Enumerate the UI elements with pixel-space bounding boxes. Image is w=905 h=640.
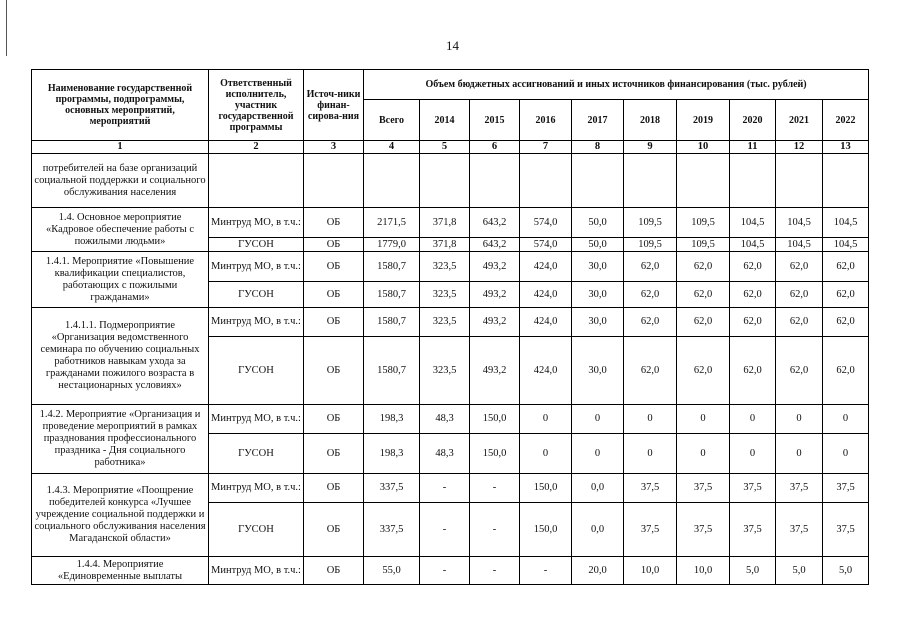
year-value-cell: 104,5 [730,208,776,238]
year-value-cell: - [420,557,470,585]
year-value-cell: 62,0 [624,337,677,405]
header-year: 2016 [520,100,572,141]
year-value-cell: 48,3 [420,405,470,434]
executor-cell: Минтруд МО, в т.ч.: [209,252,304,282]
year-value-cell: 30,0 [572,252,624,282]
year-value-cell: 62,0 [730,252,776,282]
year-value-cell: 30,0 [572,282,624,308]
year-value-cell: 37,5 [677,503,730,557]
year-value-cell: 62,0 [823,252,869,282]
column-index: 1 [32,141,209,154]
year-value-cell: 150,0 [520,503,572,557]
header-year: 2015 [470,100,520,141]
year-value-cell: 48,3 [420,434,470,474]
year-value-cell: 0 [520,434,572,474]
source-cell: ОБ [304,434,364,474]
column-index: 7 [520,141,572,154]
year-value-cell: 493,2 [470,308,520,337]
year-value-cell: 150,0 [470,434,520,474]
executor-cell: Минтруд МО, в т.ч.: [209,557,304,585]
year-value-cell: 37,5 [823,474,869,503]
year-value-cell: 62,0 [776,252,823,282]
total-value-cell: 1580,7 [364,337,420,405]
year-value-cell: 50,0 [572,238,624,252]
header-year: 2021 [776,100,823,141]
header-year: 2017 [572,100,624,141]
executor-cell: Минтруд МО, в т.ч.: [209,308,304,337]
year-value-cell: 104,5 [776,238,823,252]
year-value-cell: 0 [730,405,776,434]
table-cell [209,154,304,208]
year-value-cell: 0,0 [572,474,624,503]
year-value-cell: 5,0 [730,557,776,585]
year-value-cell: 37,5 [624,474,677,503]
table-row [32,405,869,434]
year-value-cell: 109,5 [677,208,730,238]
source-cell: ОБ [304,238,364,252]
year-value-cell: 371,8 [420,208,470,238]
year-value-cell: - [470,474,520,503]
total-value-cell: 1779,0 [364,238,420,252]
column-index: 3 [304,141,364,154]
year-value-cell: 0,0 [572,503,624,557]
year-value-cell: 323,5 [420,337,470,405]
year-value-cell: 62,0 [624,308,677,337]
year-value-cell: 37,5 [776,503,823,557]
year-value-cell: 0 [624,434,677,474]
year-value-cell: 109,5 [624,208,677,238]
budget-table [31,69,869,585]
table-cell [624,154,677,208]
total-value-cell: 337,5 [364,503,420,557]
column-index: 13 [823,141,869,154]
total-value-cell: 337,5 [364,474,420,503]
program-name-cell: 1.4.4. Мероприятие «Единовременные выплаты [32,557,209,585]
year-value-cell: 0 [520,405,572,434]
year-value-cell: 104,5 [730,238,776,252]
source-cell: ОБ [304,337,364,405]
executor-cell: ГУСОН [209,337,304,405]
header-name: Наименование государственной программы, подпрограммы, основных мероприятий, мероприятий [32,70,209,141]
year-value-cell: 0 [677,434,730,474]
year-value-cell: 62,0 [823,282,869,308]
year-value-cell: 0 [823,405,869,434]
column-index: 9 [624,141,677,154]
program-name-cell: 1.4. Основное мероприятие «Кадровое обеспечение работы с пожилыми людьми» [32,208,209,252]
table-row [32,252,869,282]
year-value-cell: 643,2 [470,208,520,238]
table-cell [470,154,520,208]
year-value-cell: 493,2 [470,252,520,282]
year-value-cell: 323,5 [420,252,470,282]
year-value-cell: 424,0 [520,282,572,308]
source-cell: ОБ [304,308,364,337]
column-index: 11 [730,141,776,154]
year-value-cell: 574,0 [520,208,572,238]
year-value-cell: 109,5 [677,238,730,252]
table-cell [420,154,470,208]
year-value-cell: 643,2 [470,238,520,252]
year-value-cell: 62,0 [776,308,823,337]
year-value-cell: 37,5 [730,503,776,557]
source-cell: ОБ [304,282,364,308]
year-value-cell: 62,0 [730,308,776,337]
total-value-cell: 198,3 [364,405,420,434]
table-cell [730,154,776,208]
year-value-cell: 37,5 [730,474,776,503]
table-cell [364,154,420,208]
table-row [32,154,869,208]
total-value-cell: 1580,7 [364,308,420,337]
year-value-cell: 150,0 [520,474,572,503]
program-name-cell: 1.4.3. Мероприятие «Поощрение победителей конкурса «Лучшее учреждение социальной поддержки и социального обслуживания населения Магаданской области» [32,474,209,557]
year-value-cell: 0 [776,405,823,434]
year-value-cell: - [470,503,520,557]
executor-cell: ГУСОН [209,503,304,557]
source-cell: ОБ [304,474,364,503]
column-index: 5 [420,141,470,154]
program-name-cell: 1.4.1. Мероприятие «Повышение квалификации специалистов, работающих с пожилыми гражданами» [32,252,209,308]
table-row [32,308,869,337]
total-value-cell: 198,3 [364,434,420,474]
header-total: Всего [364,100,420,141]
header-year: 2018 [624,100,677,141]
year-value-cell: 37,5 [624,503,677,557]
header-volume: Объем бюджетных ассигнований и иных источников финансирования (тыс. рублей) [364,70,869,100]
total-value-cell: 1580,7 [364,252,420,282]
executor-cell: Минтруд МО, в т.ч.: [209,474,304,503]
year-value-cell: 37,5 [776,474,823,503]
year-value-cell: 20,0 [572,557,624,585]
column-index: 8 [572,141,624,154]
year-value-cell: 323,5 [420,308,470,337]
year-value-cell: 424,0 [520,252,572,282]
year-value-cell: - [420,503,470,557]
year-value-cell: 50,0 [572,208,624,238]
page-number: 14 [446,38,459,53]
column-index: 12 [776,141,823,154]
year-value-cell: 37,5 [677,474,730,503]
year-value-cell: - [420,474,470,503]
column-index: 4 [364,141,420,154]
source-cell: ОБ [304,208,364,238]
year-value-cell: 424,0 [520,337,572,405]
year-value-cell: 104,5 [823,208,869,238]
year-value-cell: 5,0 [776,557,823,585]
table-row [32,557,869,585]
total-value-cell: 2171,5 [364,208,420,238]
table-cell [304,154,364,208]
year-value-cell: 493,2 [470,337,520,405]
year-value-cell: 371,8 [420,238,470,252]
year-value-cell: 104,5 [823,238,869,252]
year-value-cell: 574,0 [520,238,572,252]
year-value-cell: 0 [823,434,869,474]
total-value-cell: 1580,7 [364,282,420,308]
header-year: 2020 [730,100,776,141]
table-cell [823,154,869,208]
source-cell: ОБ [304,405,364,434]
year-value-cell: 62,0 [776,337,823,405]
year-value-cell: 62,0 [823,337,869,405]
year-value-cell: 30,0 [572,308,624,337]
column-index-row [32,141,869,154]
year-value-cell: 37,5 [823,503,869,557]
year-value-cell: 62,0 [677,252,730,282]
table-cell [677,154,730,208]
executor-cell: ГУСОН [209,282,304,308]
year-value-cell: 493,2 [470,282,520,308]
year-value-cell: 104,5 [776,208,823,238]
year-value-cell: 323,5 [420,282,470,308]
executor-cell: ГУСОН [209,238,304,252]
year-value-cell: 62,0 [730,282,776,308]
executor-cell: Минтруд МО, в т.ч.: [209,208,304,238]
year-value-cell: 10,0 [677,557,730,585]
column-index: 10 [677,141,730,154]
year-value-cell: 0 [776,434,823,474]
year-value-cell: - [520,557,572,585]
year-value-cell: 0 [677,405,730,434]
year-value-cell: 62,0 [624,282,677,308]
year-value-cell: 62,0 [677,337,730,405]
year-value-cell: 62,0 [677,308,730,337]
header-year: 2022 [823,100,869,141]
table-row [32,474,869,503]
year-value-cell: 62,0 [823,308,869,337]
executor-cell: Минтруд МО, в т.ч.: [209,405,304,434]
total-value-cell: 55,0 [364,557,420,585]
year-value-cell: 0 [730,434,776,474]
header-year: 2019 [677,100,730,141]
year-value-cell: 150,0 [470,405,520,434]
year-value-cell: 62,0 [677,282,730,308]
header-row-1 [32,70,869,100]
source-cell: ОБ [304,503,364,557]
year-value-cell: 10,0 [624,557,677,585]
header-year: 2014 [420,100,470,141]
source-cell: ОБ [304,557,364,585]
year-value-cell: 424,0 [520,308,572,337]
year-value-cell: - [470,557,520,585]
header-source: Источ-ники финан-сирова-ния [304,70,364,141]
table-cell [776,154,823,208]
year-value-cell: 0 [624,405,677,434]
table-cell [520,154,572,208]
year-value-cell: 62,0 [776,282,823,308]
column-index: 6 [470,141,520,154]
year-value-cell: 62,0 [624,252,677,282]
program-name-cell: 1.4.2. Мероприятие «Организация и проведение мероприятий в рамках празднования профессионального праздника - Дня социального работника» [32,405,209,474]
source-cell: ОБ [304,252,364,282]
table-cell [572,154,624,208]
column-index: 2 [209,141,304,154]
program-name-cell: 1.4.1.1. Подмероприятие «Организация ведомственного семинара по обучению социальных работников навыкам ухода за гражданами пожилого возраста в нестационарных условиях» [32,308,209,405]
table-row [32,208,869,238]
year-value-cell: 62,0 [730,337,776,405]
year-value-cell: 109,5 [624,238,677,252]
header-executor: Ответственный исполнитель, участник государственной программы [209,70,304,141]
year-value-cell: 0 [572,434,624,474]
year-value-cell: 5,0 [823,557,869,585]
program-name-cell: потребителей на базе организаций социальной поддержки и социального обслуживания населения [32,154,209,208]
year-value-cell: 30,0 [572,337,624,405]
executor-cell: ГУСОН [209,434,304,474]
year-value-cell: 0 [572,405,624,434]
